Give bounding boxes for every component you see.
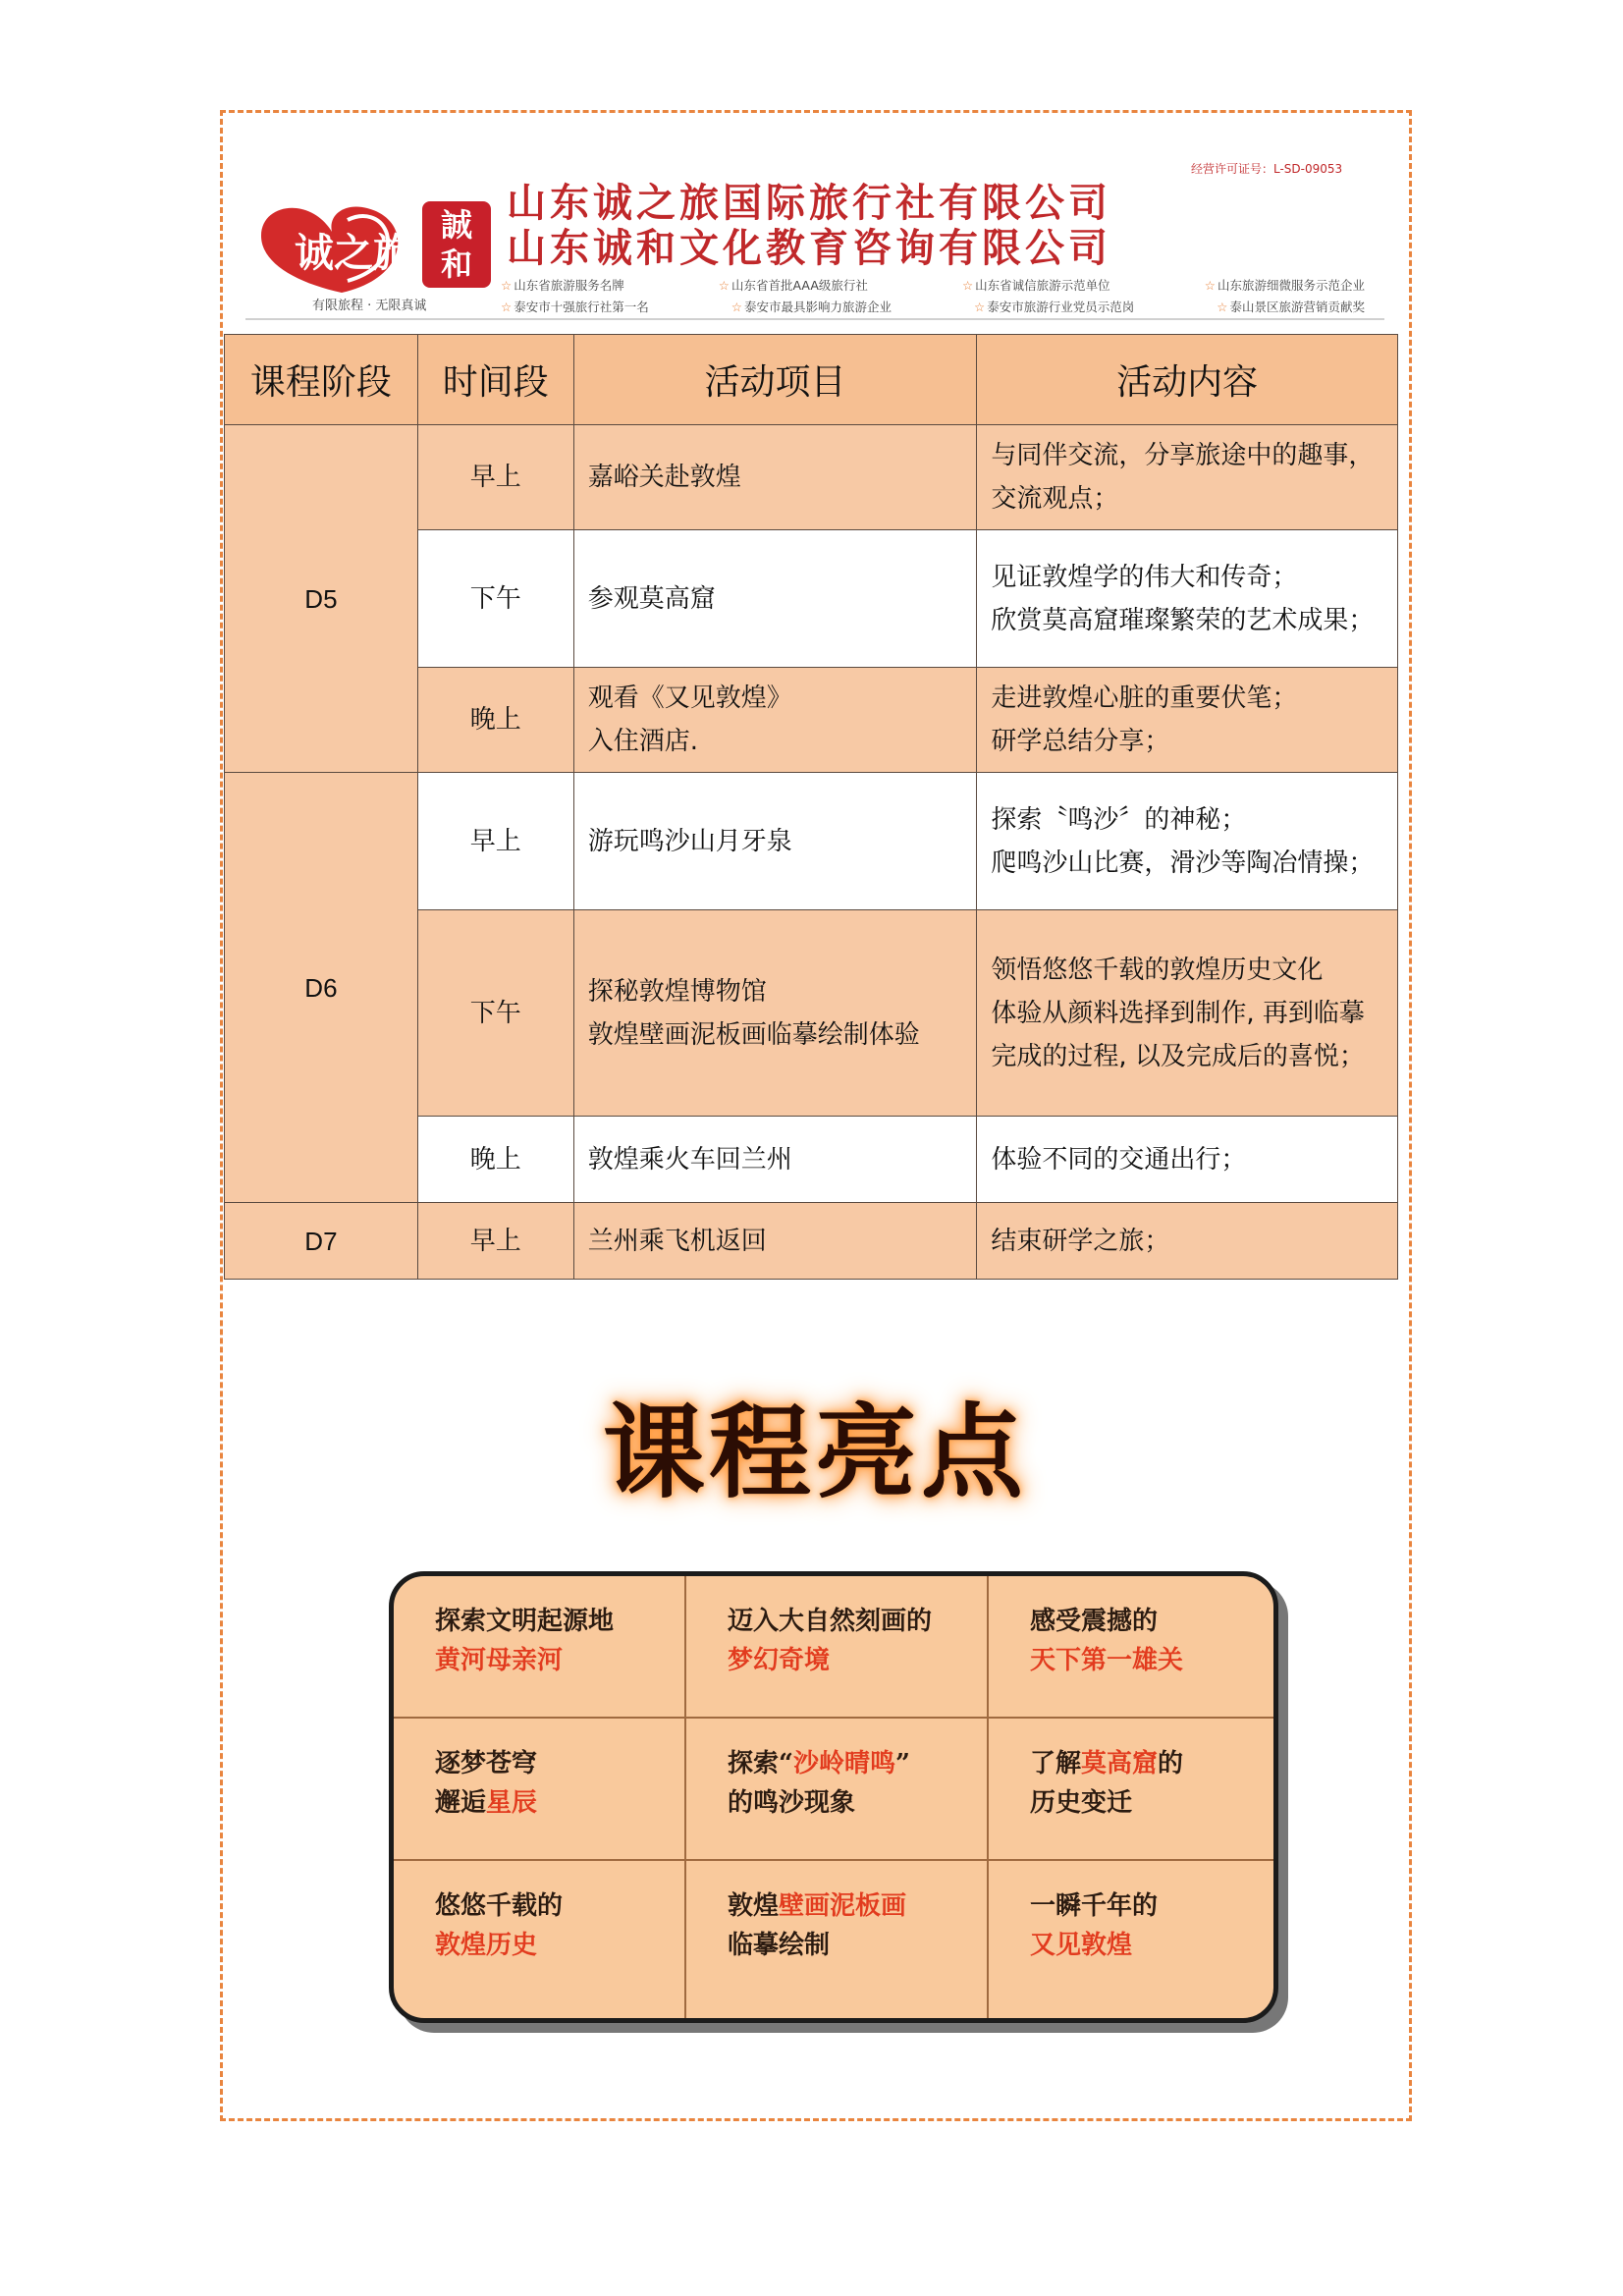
highlights-title: 课程亮点 (602, 1392, 1027, 1512)
highlight-line (728, 1886, 987, 1926)
highlight-line (1030, 1744, 1273, 1783)
highlight-emphasis: 黄河母亲河 (435, 1646, 564, 1675)
highlight-emphasis: 又见敦煌 (1030, 1931, 1133, 1960)
item-cell (573, 773, 977, 910)
content-line: 欣赏莫高窟璀璨繁荣的艺术成果； (991, 605, 1375, 635)
item-cell (573, 530, 977, 668)
highlights-grid (394, 1576, 1273, 2018)
content-line: 爬鸣沙山比赛，滑沙等陶冶情操； (991, 847, 1375, 878)
highlight-cell (394, 1576, 686, 1719)
honors-row-2 (501, 297, 1365, 318)
honor-item: ☆ 泰山景区旅游营销贡献奖 (1217, 297, 1365, 318)
item-line: 观看《又见敦煌》 (587, 683, 792, 713)
content-cell (977, 668, 1398, 773)
license-number: 经营许可证号：L-SD-09053 (1191, 162, 1343, 176)
content-line: 见证敦煌学的伟大和传奇； (991, 562, 1298, 592)
table-header-row (225, 335, 1398, 425)
stage-cell: D6 (225, 773, 418, 1203)
table-row (225, 773, 1398, 910)
highlight-text: 探索“ (728, 1749, 793, 1778)
highlight-text: 临摹绘制 (728, 1931, 831, 1960)
content-cell (977, 773, 1398, 910)
content-line: 领悟悠悠千载的敦煌历史文化 (991, 955, 1324, 985)
item-cell (573, 1117, 977, 1203)
honor-item: ☆ 山东省首批AAA级旅行社 (719, 275, 868, 297)
item-cell (573, 1203, 977, 1280)
highlight-text: 的 (1158, 1749, 1184, 1778)
honor-item: ☆ 山东省旅游服务名牌 (501, 275, 624, 297)
column-header-item: 活动项目 (573, 335, 977, 425)
content-cell (977, 910, 1398, 1117)
content-line: 体验从颜料选择到制作, 再到临摹完成的过程, 以及完成后的喜悦； (991, 998, 1365, 1071)
company-name-2: 山东诚和文化教育咨询有限公司 (507, 225, 1111, 271)
highlight-cell (394, 1861, 686, 2018)
highlight-text: 一瞬千年的 (1030, 1891, 1159, 1921)
time-cell: 早上 (417, 773, 573, 910)
highlight-line (728, 1744, 987, 1783)
item-line: 敦煌乘火车回兰州 (587, 1144, 792, 1175)
item-cell (573, 668, 977, 773)
highlight-cell (686, 1861, 989, 2018)
item-line: 游玩鸣沙山月牙泉 (587, 826, 792, 856)
honor-item: ☆ 山东旅游细微服务示范企业 (1205, 275, 1365, 297)
highlight-cell (686, 1719, 989, 1861)
column-header-stage: 课程阶段 (225, 335, 418, 425)
highlight-text: 探索文明起源地 (435, 1607, 615, 1636)
item-line: 参观莫高窟 (587, 583, 716, 614)
logo-tagline: 有限旅程 · 无限真诚 (312, 299, 427, 313)
time-cell: 早上 (417, 1203, 573, 1280)
content-line: 探索〝鸣沙〞的神秘； (991, 804, 1247, 835)
highlight-emphasis: 壁画泥板画 (779, 1891, 907, 1921)
time-cell: 下午 (417, 530, 573, 668)
honor-item: ☆ 泰安市十强旅行社第一名 (501, 297, 649, 318)
logo-text: 诚之旅 (295, 230, 412, 276)
content-line: 体验不同的交通出行； (991, 1144, 1247, 1175)
honor-item: ☆ 泰安市旅游行业党员示范岗 (974, 297, 1134, 318)
item-line: 嘉峪关赴敦煌 (587, 463, 741, 492)
honor-item: ☆ 泰安市最具影响力旅游企业 (731, 297, 892, 318)
highlight-text: 了解 (1030, 1749, 1082, 1778)
highlight-line (435, 1783, 684, 1823)
highlight-text: 感受震撼的 (1030, 1607, 1159, 1636)
header-divider (245, 318, 1384, 320)
content-cell (977, 425, 1398, 530)
highlight-emphasis: 梦幻奇境 (728, 1646, 831, 1675)
content-cell (977, 530, 1398, 668)
honor-item: ☆ 山东省诚信旅游示范单位 (962, 275, 1110, 297)
highlight-cell (686, 1576, 989, 1719)
highlight-cell (989, 1861, 1273, 2018)
item-line: 敦煌壁画泥板画临摹绘制体验 (587, 1019, 920, 1050)
highlight-emphasis: 天下第一雄关 (1030, 1646, 1184, 1675)
company-honors (501, 275, 1365, 318)
item-cell (573, 425, 977, 530)
company-seal (422, 201, 491, 288)
stage-cell: D7 (225, 1203, 418, 1280)
table-row (225, 425, 1398, 530)
highlight-text: ” (894, 1749, 910, 1778)
time-cell: 早上 (417, 425, 573, 530)
highlight-emphasis: 星辰 (486, 1788, 538, 1818)
highlight-text: 敦煌 (728, 1891, 780, 1921)
content-cell (977, 1117, 1398, 1203)
column-header-time: 时间段 (417, 335, 573, 425)
seal-char-1: 誠 (440, 206, 472, 244)
content-line: 与同伴交流，分享旅途中的趣事，交流观点； (991, 441, 1375, 514)
content-line: 走进敦煌心脏的重要伏笔； (991, 683, 1298, 713)
content-line: 研学总结分享； (991, 727, 1170, 756)
schedule-table (224, 334, 1398, 1280)
highlight-text: 悠悠千载的 (435, 1891, 564, 1921)
seal-char-2: 和 (440, 246, 472, 283)
highlight-cell (989, 1719, 1273, 1861)
highlight-emphasis: 沙岭晴鸣 (792, 1749, 895, 1778)
time-cell: 晚上 (417, 1117, 573, 1203)
highlight-text: 邂逅 (435, 1788, 487, 1818)
time-cell: 晚上 (417, 668, 573, 773)
highlights-panel (389, 1571, 1278, 2023)
item-cell (573, 910, 977, 1117)
highlight-text: 迈入大自然刻画的 (728, 1607, 933, 1636)
item-line: 探秘敦煌博物馆 (587, 976, 767, 1007)
honors-row-1 (501, 275, 1365, 297)
highlight-emphasis: 敦煌历史 (435, 1931, 538, 1960)
highlight-emphasis: 莫高窟 (1081, 1749, 1159, 1778)
table-row (225, 1203, 1398, 1280)
highlight-cell (989, 1576, 1273, 1719)
column-header-content: 活动内容 (977, 335, 1398, 425)
item-line: 入住酒店. (587, 727, 698, 756)
highlight-text: 历史变迁 (1030, 1788, 1133, 1818)
highlight-cell (394, 1719, 686, 1861)
content-line: 结束研学之旅； (991, 1226, 1170, 1256)
company-name-1: 山东诚之旅国际旅行社有限公司 (507, 180, 1111, 226)
item-line: 兰州乘飞机返回 (587, 1226, 767, 1256)
time-cell: 下午 (417, 910, 573, 1117)
highlight-text: 逐梦苍穹 (435, 1749, 538, 1778)
content-cell (977, 1203, 1398, 1280)
highlight-text: 的鸣沙现象 (728, 1788, 856, 1818)
stage-cell: D5 (225, 425, 418, 773)
